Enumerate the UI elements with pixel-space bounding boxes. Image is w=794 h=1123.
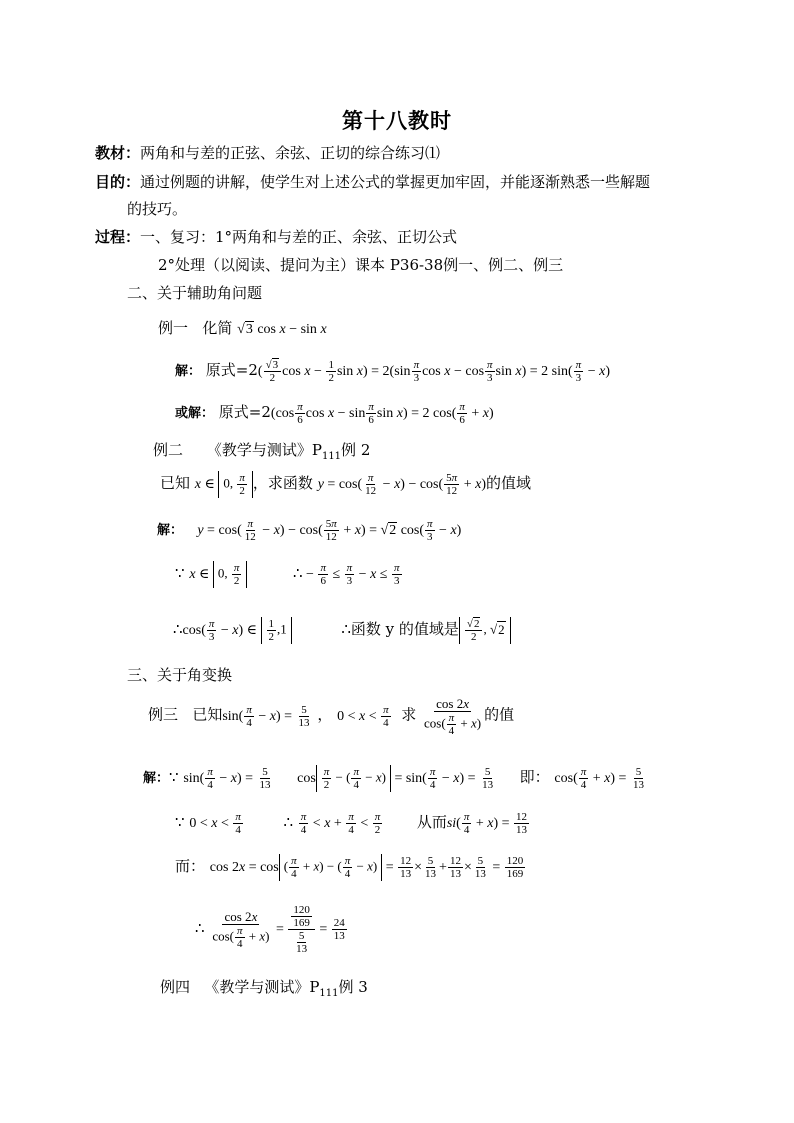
ex3-because-line <box>175 805 530 839</box>
ex1-label: 例一 <box>158 319 189 337</box>
ex2-line <box>153 440 370 467</box>
section-jiaobianhuan: 三、关于角变换 <box>127 666 233 684</box>
ex3-step2: cos $\frac{\pi}{2}$ − ( $\frac{\pi}{4}$ − x) = sin( $\frac{\pi}{4}$ − x) = $\frac{5}{13}$ <box>297 766 494 792</box>
ex3-therefore-sym-2: ∴ <box>195 919 205 937</box>
ex3-jie-label: 解： <box>143 771 170 786</box>
ex3-final: cos 2x cos( $\frac{\pi}{4}$ + x) = $\frac{\frac{120}{169}}{\frac{5}{13}}$ = $\frac{24}{13}$ <box>212 904 345 956</box>
ex3-sin-value: si( $\frac{\pi}{4}$ + x) = $\frac{12}{13}$ <box>446 811 528 837</box>
jiaocai-line <box>95 143 440 163</box>
ex2-given <box>160 466 531 500</box>
ex2-cos-range: cos( $\frac{\pi}{3}$ − x) ∈ $\frac{1}{2}$ ,1 <box>183 623 292 638</box>
ex1-yuanshi2: 原式=2 <box>218 403 271 421</box>
ex3-condition: sin( $\frac{\pi}{4}$ − x) = $\frac{5}{13}$ <box>222 704 310 729</box>
ex2-function: y = cos( $\frac{\pi}{12}$ − x) − cos( $\frac{5\pi}{12}$ + x) <box>317 472 486 498</box>
ex3-line: 例三 已知sin( $\frac{\pi}{4}$ − x) = $\frac{5}{13}$ ， 0 < x < $\frac{\pi}{4}$ 求 cos 2x cos( $\frac{\pi}{4}$ + x) 的值 <box>148 696 515 737</box>
ex2-given-label: 已知 <box>160 474 191 492</box>
ex2-page: 111 <box>321 451 342 462</box>
ex3-interval-3: $\frac{\pi}{4}$ < x + $\frac{\pi}{4}$ < $\frac{\pi}{2}$ <box>300 811 381 837</box>
ex2-result: $\frac{√2}{2}$ , √2 <box>459 623 511 638</box>
guocheng-step1: 一、复习：1°两角和与差的正、余弦、正切公式 <box>140 228 458 246</box>
ex4-line <box>160 977 368 1004</box>
jiaocai-label: 教材： <box>95 144 141 162</box>
ex2-ask2: 的值域 <box>485 474 531 492</box>
ex1-solution <box>175 355 610 385</box>
ex1-jie-label: 解： <box>175 364 202 379</box>
ex1-formula-2: (cos $\frac{\pi}{6}$ cos x − sin $\frac{\pi}{6}$ sin x) = 2 cos( $\frac{\pi}{6}$ + x) <box>270 401 494 427</box>
ex2-ask: ，求函数 <box>252 474 313 492</box>
ex3-interval: 0 < x < $\frac{\pi}{4}$ <box>337 704 389 729</box>
ex3-because-sym: ∵ <box>169 768 179 786</box>
ex1-task: 化简 <box>202 319 233 337</box>
mudi-line-2: 的技巧。 <box>127 200 188 218</box>
ex2-because-sym: ∵ <box>175 564 185 582</box>
ex2-num: 例 2 <box>341 441 371 459</box>
ex4-page: 111 <box>319 988 339 999</box>
mudi-text: 通过例题的讲解，使学生对上述公式的掌握更加牢固，并能逐渐熟悉一些解题 <box>140 173 651 191</box>
ex3-step1: sin( $\frac{\pi}{4}$ − x) = $\frac{5}{13}$ <box>183 766 271 792</box>
jiaocai-text: 两角和与差的正弦、余弦、正切的综合练习⑴ <box>140 144 441 162</box>
ex1-expression: √3 cos x − sin x <box>237 322 327 337</box>
ex4-label: 例四 <box>160 978 191 996</box>
ex2-conclusion-text: ∴函数 y 的值域是 <box>341 620 459 638</box>
page-title: 第十八教时 <box>342 108 452 133</box>
ex3-solution <box>143 760 647 794</box>
ex3-er-line <box>175 848 526 884</box>
ex2-label: 例二 <box>153 441 184 459</box>
ex3-because-sym-2: ∵ <box>175 813 185 831</box>
ex1-huojie-label: 或解： <box>175 406 215 421</box>
ex4-src: 《教学与测试》P <box>204 978 320 996</box>
ex2-therefore-sym-2: ∴ <box>173 620 183 638</box>
ex2-jie-label: 解： <box>157 523 184 538</box>
ex3-ask: 求 <box>401 705 417 724</box>
ex3-therefore-sym: ∴ <box>283 813 293 831</box>
guocheng-label: 过程： <box>95 228 141 246</box>
ex2-domain: x ∈ 0, $\frac{\pi}{2}$ <box>195 477 253 492</box>
ex2-therefore-sym: ∴ <box>293 564 303 582</box>
ex3-cos2x: cos 2x = cos ( $\frac{\pi}{4}$ + x) − ( $\frac{\pi}{4}$ − x) = $\frac{12}{13}$ × $\frac{5}{13}$ + $\frac{12}{13}$ × $\frac{5}{13}$ = $\frac{120}{169}$ <box>209 855 524 881</box>
ex2-formula: y = cos( $\frac{\pi}{12}$ − x) − cos( $\frac{5\pi}{12}$ + x) = √2 cos( $\frac{\pi}{3}$ − x) <box>197 518 462 544</box>
ex1-alt-solution <box>175 397 494 427</box>
ex2-domain-2: x ∈ 0, $\frac{\pi}{2}$ <box>189 567 247 582</box>
ex2-solution <box>157 514 461 544</box>
ex3-interval-2: 0 < x < $\frac{\pi}{4}$ <box>189 811 241 837</box>
ex2-because <box>175 556 403 590</box>
ex3-step3: cos( $\frac{\pi}{4}$ + x) = $\frac{5}{13}$ <box>554 766 644 792</box>
ex3-congerr: 从而 <box>416 813 447 831</box>
guocheng-line <box>95 227 457 247</box>
mudi-label: 目的： <box>95 173 141 191</box>
ex1-yuanshi: 原式=2 <box>205 361 258 379</box>
ex3-result <box>195 896 348 960</box>
section-fuzhujiao: 二、关于辅助角问题 <box>127 284 263 302</box>
ex3-target: cos 2x cos( $\frac{\pi}{4}$ + x) <box>423 696 482 737</box>
ex3-label: 例三 <box>148 705 179 724</box>
mudi-line <box>95 172 650 192</box>
ex2-range: − $\frac{\pi}{6}$ ≤ $\frac{\pi}{3}$ − x ≤ $\frac{\pi}{3}$ <box>302 562 400 588</box>
ex2-conclusion <box>173 610 511 648</box>
ex4-num: 例 3 <box>338 978 368 996</box>
ex1-line <box>158 318 327 340</box>
ex2-src: 《教学与测试》P <box>206 441 322 459</box>
guocheng-step2: 2°处理（以阅读、提问为主）课本 P36-38例一、例二、例三 <box>158 256 564 274</box>
ex3-ji: 即： <box>519 768 550 786</box>
ex3-ask2: 的值 <box>484 705 515 724</box>
ex3-given: 已知 <box>192 705 223 724</box>
ex1-formula-1: ( $\frac{√3}{2}$ cos x − $\frac{1}{2}$ sin x) = 2(sin $\frac{\pi}{3}$ cos x − cos $\frac{\pi}{3}$ sin x) = 2 sin( $\frac{\pi}{3}$ − x) <box>257 359 610 385</box>
ex3-er: 而： <box>175 857 206 875</box>
